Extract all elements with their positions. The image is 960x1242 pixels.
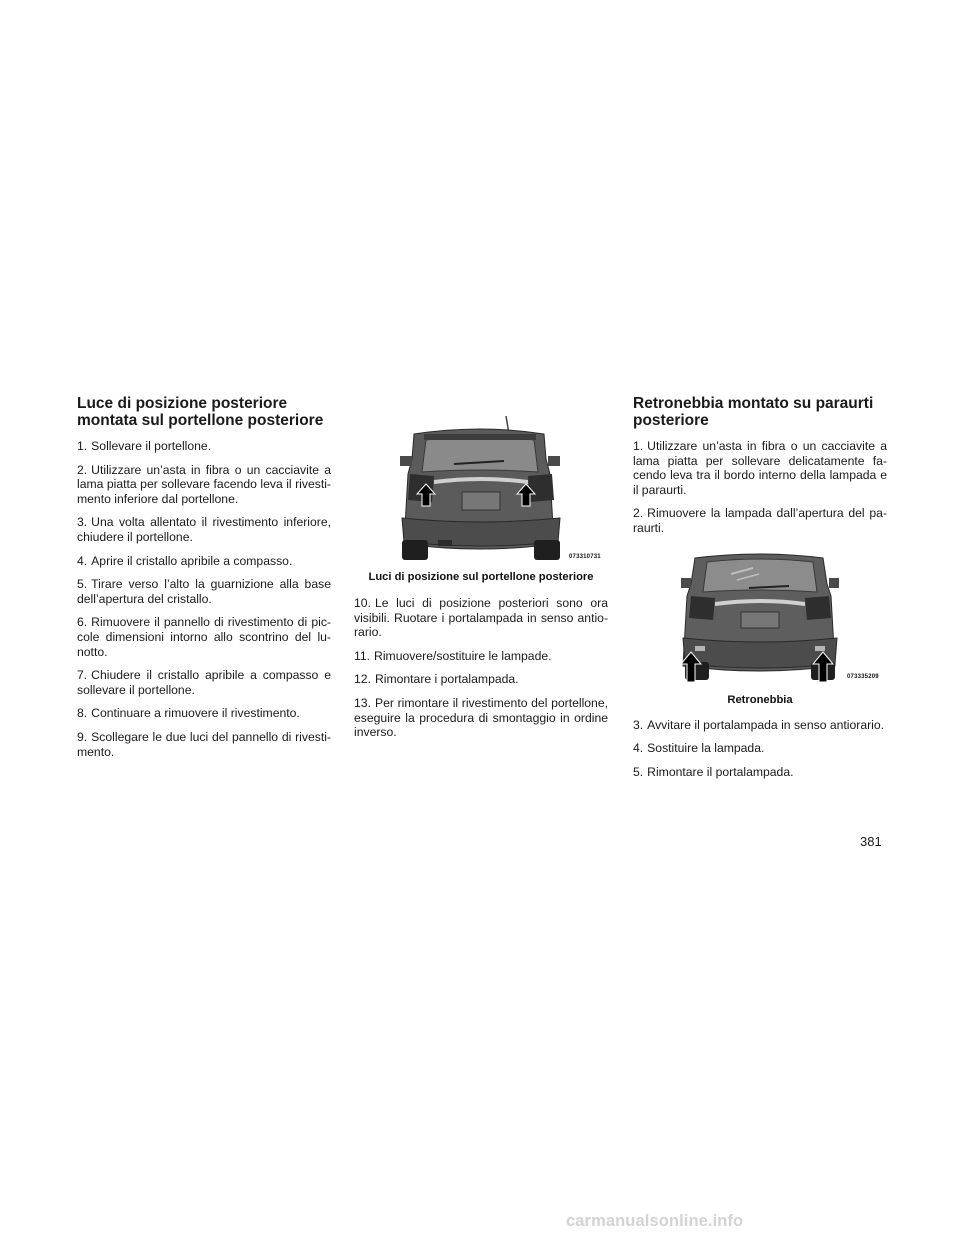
step-text: Utilizzare un’asta in fibra o un cacciavite a lama piatta per sollevare facendo leva il rivesti- mento inferiore dal portellone. (77, 462, 331, 506)
section-title-line: Luce di posizione posteriore (77, 395, 288, 412)
step-text: Rimuovere/sostituire le lampade. (374, 648, 552, 663)
step-text: Aprire il cristallo apribile a compasso. (91, 553, 293, 568)
step-number: 11. (354, 648, 371, 663)
step-number: 13. (354, 695, 371, 710)
step-text: Rimuovere la lampada dall’apertura del pa- raurti. (633, 506, 887, 535)
step-number: 1. (633, 439, 644, 453)
step-paragraph (77, 463, 331, 507)
step-number: 2. (77, 462, 88, 477)
step-text: Rimontare il portalampada. (647, 764, 794, 779)
step-paragraph (633, 439, 887, 497)
step-paragraph (77, 730, 331, 759)
step-number: 10. (354, 596, 371, 610)
step-number: 6. (77, 615, 88, 630)
step-text: Continuare a rimuovere il rivestimento. (91, 706, 300, 721)
step-number: 5. (633, 764, 644, 779)
step-paragraph (77, 615, 331, 659)
step-paragraph (354, 649, 608, 664)
step-paragraph (77, 515, 331, 544)
step-number: 9. (77, 729, 88, 744)
step-paragraph (633, 506, 887, 535)
section-title-line: posteriore (633, 412, 709, 429)
step-paragraph (77, 439, 331, 454)
step-number: 8. (77, 706, 88, 721)
car-rear-bumper-illustration (633, 548, 887, 688)
figure-code: 073335209 (847, 673, 879, 680)
figure-caption: Luci di posizione sul portellone posteriore (368, 571, 594, 583)
step-paragraph (354, 696, 608, 740)
figure-rear-fog-light (633, 548, 887, 688)
figure-tailgate-lights (354, 414, 608, 566)
step-number: 3. (77, 515, 88, 530)
middle-column (354, 414, 608, 749)
step-paragraph (633, 718, 887, 733)
car-rear-illustration (354, 414, 608, 566)
step-paragraph (354, 596, 608, 640)
section-title-tail-position-light (77, 395, 331, 429)
step-number: 5. (77, 577, 88, 592)
section-title-rear-fog-light (633, 395, 887, 429)
watermark: carmanualsonline.info (566, 1212, 744, 1230)
step-text: Tirare verso l’alto la guarnizione alla base dell’apertura del cristallo. (77, 577, 331, 606)
figure-code: 073310731 (569, 554, 601, 560)
step-paragraph (77, 577, 331, 606)
page-number: 381 (860, 834, 882, 849)
step-text: Sollevare il portellone. (91, 439, 212, 453)
step-text: Rimontare i portalampada. (374, 672, 519, 687)
step-text: Rimuovere il pannello di rivestimento di pic- cole dimensioni intorno allo scontrino del lu- notto. (77, 615, 331, 659)
step-text: Scollegare le due luci del pannello di rivesti- mento. (77, 729, 331, 759)
step-number: 1. (77, 439, 88, 453)
step-paragraph (633, 741, 887, 756)
step-paragraph (354, 672, 608, 687)
step-number: 4. (633, 741, 644, 756)
step-number: 2. (633, 506, 644, 521)
step-paragraph (77, 668, 331, 697)
step-text: Una volta allentato il rivestimento inferiore, chiudere il portellone. (77, 515, 331, 544)
step-text: Sostituire la lampada. (647, 741, 765, 756)
step-text: Avvitare il portalampada in senso antiorario. (647, 717, 885, 732)
step-number: 7. (77, 668, 88, 683)
section-title-line: Retronebbia montato su paraurti (633, 395, 874, 412)
step-text: Chiudere il cristallo apribile a compasso e sollevare il portellone. (77, 668, 331, 697)
step-text: Utilizzare un’asta in fibra o un cacciavite a lama piatta per sollevare delicatamente fa- cendo leva tra il bordo interno della lampada e il paraurti. (633, 439, 887, 497)
step-number: 3. (633, 717, 644, 732)
figure-caption: Retronebbia (727, 693, 793, 706)
step-paragraph (77, 554, 331, 569)
step-text: Le luci di posizione posteriori sono ora visibili. Ruotare i portalampada in senso antio- rario. (354, 596, 608, 640)
section-title-line: montata sul portellone posteriore (77, 412, 324, 429)
right-column (633, 395, 887, 788)
left-column (77, 395, 331, 768)
step-paragraph (633, 765, 887, 780)
step-number: 12. (354, 672, 371, 687)
step-text: Per rimontare il rivestimento del portellone, eseguire la procedura di smontaggio in ordine inverso. (354, 695, 608, 740)
step-paragraph (77, 706, 331, 721)
step-number: 4. (77, 553, 88, 568)
